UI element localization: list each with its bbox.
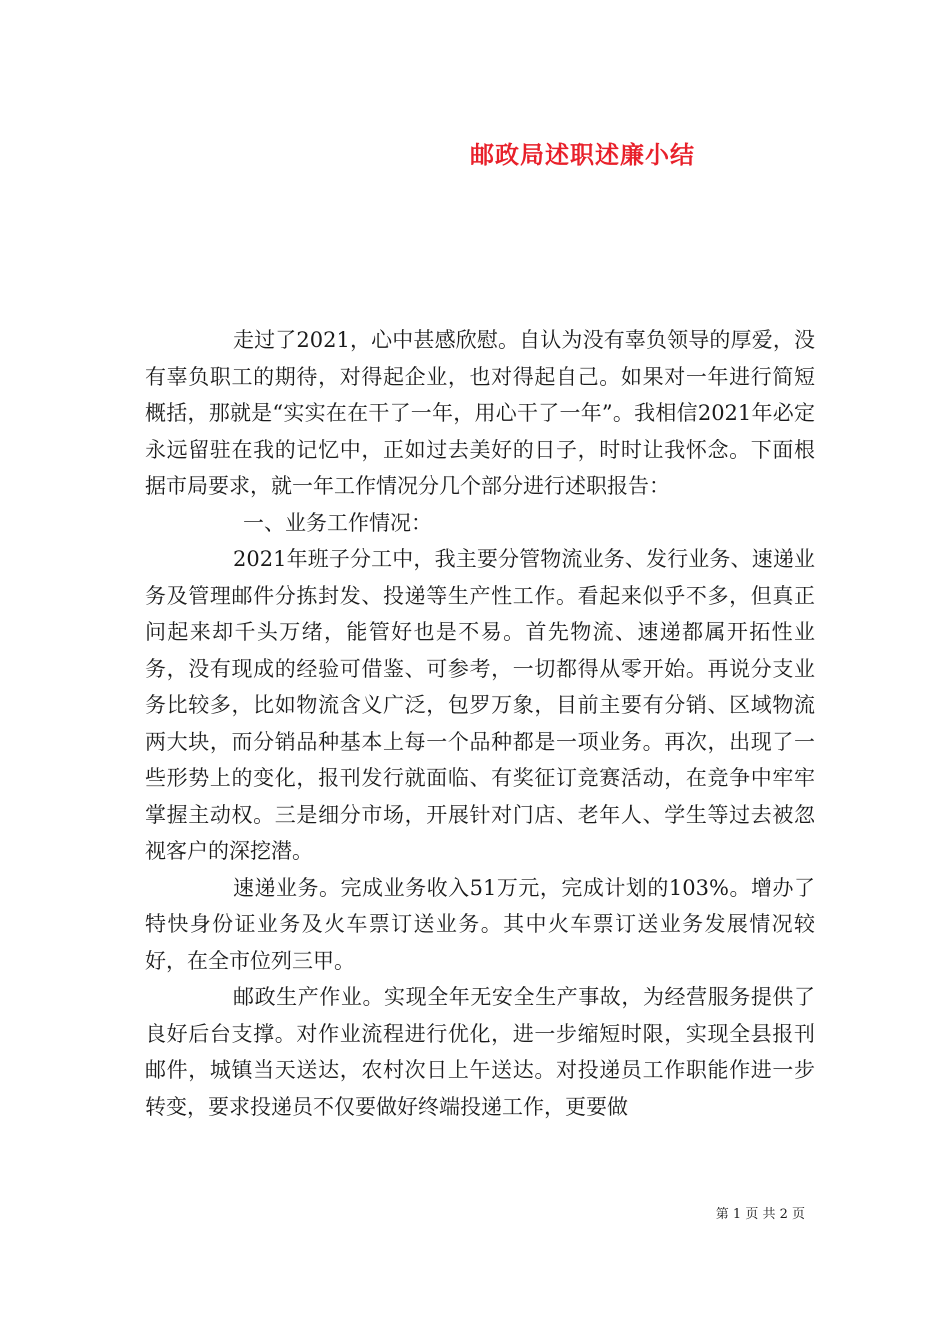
page-number-footer: 第 1 页 共 2 页 [715,1207,805,1222]
paragraph-intro: 走过了2021，心中甚感欣慰。自认为没有辜负领导的厚爱，没有辜负职工的期待，对得起企业，也对得起自己。如果对一年进行简短概括，那就是“实实在在干了一年，用心干了一年”。我相信2021年必定永远留驻在我的记忆中，正如过去美好的日子，时时让我怀念。下面根据市局要求，就一年工作情况分几个部分进行述职报告： [145,328,815,498]
paragraph-postal-production: 邮政生产作业。实现全年无安全生产事故，为经营服务提供了良好后台支撑。对作业流程进行优化，进一步缩短时限，实现全县报刊邮件，城镇当天送达，农村次日上午送达。对投递员工作职能作进一步转变，要求投递员不仅要做好终端投递工作，更要做 [145,985,815,1119]
document-body [145,322,815,1125]
paragraph-division-of-work: 2021年班子分工中，我主要分管物流业务、发行业务、速递业务及管理邮件分拣封发、投递等生产性工作。看起来似乎不多，但真正问起来却千头万绪，能管好也是不易。首先物流、速递都属开拓性业务，没有现成的经验可借鉴、可参考，一切都得从零开始。再说分支业务比较多，比如物流含义广泛，包罗万象，目前主要有分销、区域物流两大块，而分销品种基本上每一个品种都是一项业务。再次，出现了一些形势上的变化，报刊发行就面临、有奖征订竞赛活动，在竞争中牢牢掌握主动权。三是细分市场，开展针对门店、老年人、学生等过去被忽视客户的深挖潜。 [145,547,815,863]
paragraph-express-business: 速递业务。完成业务收入51万元，完成计划的103%。增办了特快身份证业务及火车票订送业务。其中火车票订送业务发展情况较好，在全市位列三甲。 [145,875,815,973]
section-heading: 一、业务工作情况： [243,510,432,535]
document-title: 邮政局述职述廉小结 [470,140,695,169]
